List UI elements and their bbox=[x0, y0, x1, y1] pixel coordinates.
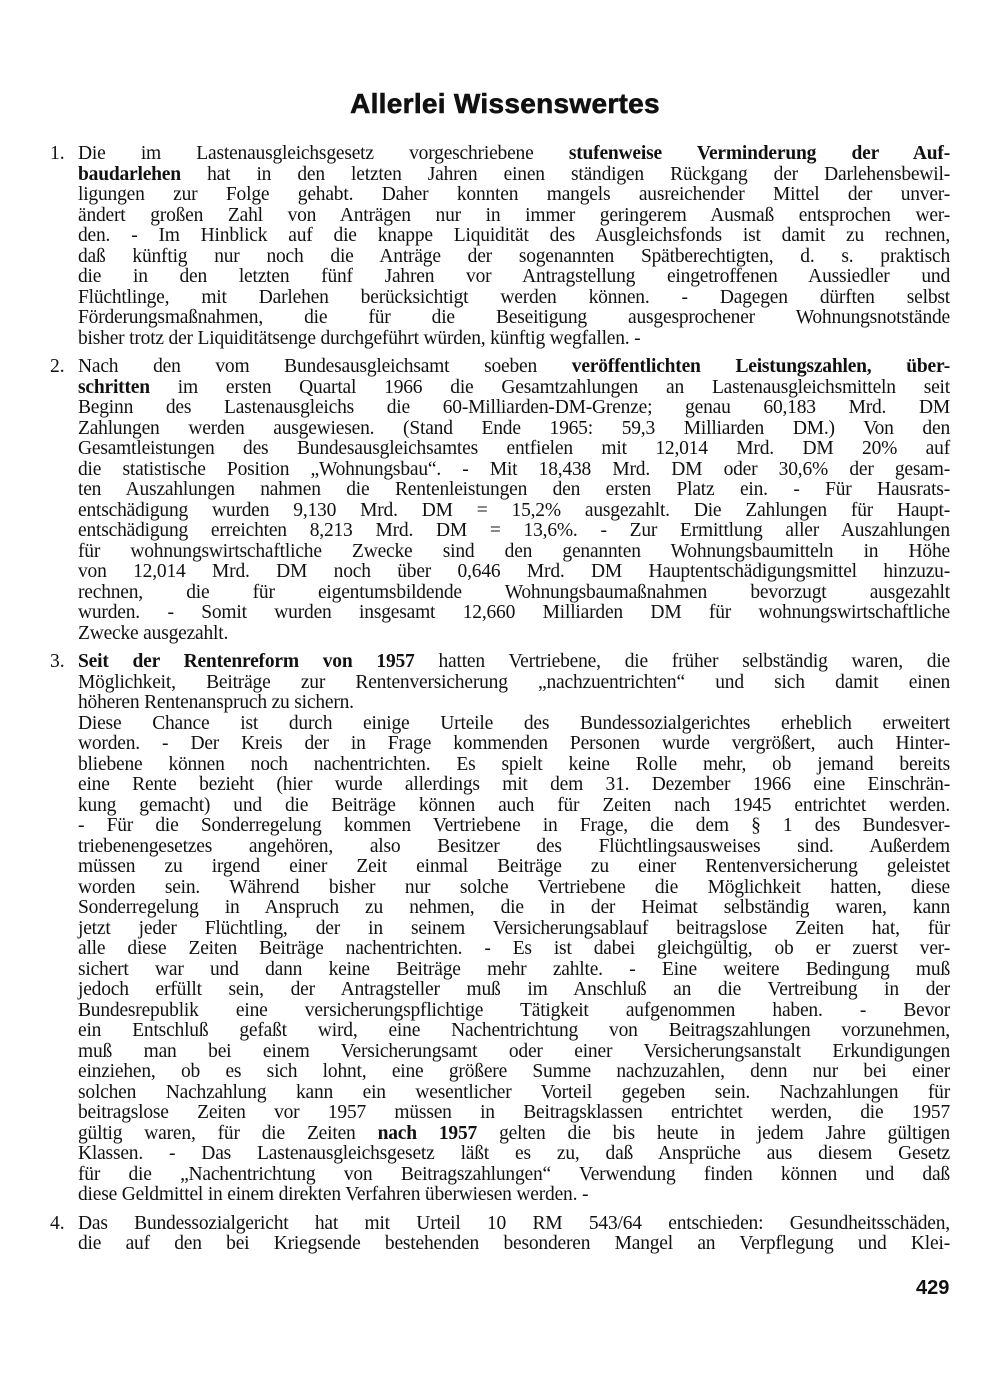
text: ten Auszahlungen nahmen die Rentenleistungen den ersten Platz ein. - Für Hausrats- bbox=[78, 479, 950, 500]
text-line bbox=[78, 1234, 950, 1255]
text: Sonderregelung in Anspruch zu nehmen, die in der Heimat selbständig waren, kann bbox=[78, 897, 950, 918]
text-line bbox=[78, 624, 950, 645]
text-line bbox=[78, 185, 950, 206]
text-line bbox=[78, 1103, 950, 1124]
text: Gesamtleistungen des Bundesausgleichsamtes entfielen mit 12,014 Mrd. DM 20% auf bbox=[78, 438, 950, 459]
text-line bbox=[78, 1214, 950, 1235]
text: Beginn des Lastenausgleichs die 60-Milliarden-DM-Grenze; genau 60,183 Mrd. DM bbox=[78, 397, 950, 418]
list-item-4 bbox=[0, 1214, 1000, 1255]
bold-text: schritten bbox=[78, 376, 150, 398]
text: Förderungsmaßnahmen, die für die Beseitigung ausgesprochener Wohnungsnotstände bbox=[78, 307, 950, 328]
text: gültig waren, für die Zeiten bbox=[78, 1122, 378, 1144]
list-item-1 bbox=[0, 144, 1000, 349]
text: beitragslose Zeiten vor 1957 müssen in Beitragsklassen entrichtet werden, die 1957 bbox=[78, 1102, 950, 1123]
text-line bbox=[78, 714, 950, 735]
text-line bbox=[78, 378, 950, 399]
text: Die im Lastenausgleichsgesetz vorgeschriebene bbox=[78, 143, 569, 164]
bold-text: veröffentlichten Leistungszahlen, über- bbox=[571, 356, 950, 377]
text: worden sein. Während bisher nur solche Vertriebene die Möglichkeit hatten, diese bbox=[78, 876, 950, 898]
text-line bbox=[78, 165, 950, 186]
text-line bbox=[78, 439, 950, 460]
text-line bbox=[78, 603, 950, 624]
item-number: 4. bbox=[50, 1212, 65, 1234]
text-line bbox=[78, 878, 950, 899]
text: solchen Nachzahlung kann ein wesentlicher Vorteil gegeben sein. Nachzahlungen für bbox=[78, 1081, 950, 1103]
text: Nach den vom Bundesausgleichsamt soeben bbox=[78, 356, 572, 377]
text-line bbox=[78, 206, 950, 227]
text: im ersten Quartal 1966 die Gesamtzahlungen an Lastenausgleichsmitteln seit bbox=[149, 376, 950, 398]
text: Flüchtlinge, mit Darlehen berücksichtigt werden können. - Dagegen dürften selbst bbox=[78, 286, 950, 308]
bold-text: stufenweise Verminderung der Auf- bbox=[568, 143, 950, 164]
text: Das Bundessozialgericht hat mit Urteil 10 RM 543/64 entschieden: Gesundheitsschäden, bbox=[78, 1212, 950, 1234]
text: ligungen zur Folge gehabt. Daher konnten mangels ausreichender Mittel der unver- bbox=[78, 184, 950, 205]
text: von 12,014 Mrd. DM noch über 0,646 Mrd. DM Hauptentschädigungsmittel hinzuzu- bbox=[78, 561, 950, 582]
text: alle diese Zeiten Beiträge nachentrichten. - Es ist dabei gleichgültig, ob er zuerst ver- bbox=[78, 938, 950, 959]
text-line bbox=[78, 939, 950, 960]
text-line bbox=[78, 693, 950, 714]
text: Möglichkeit, Beiträge zur Rentenversicherung „nachzuentrichten“ und sich damit einen bbox=[78, 671, 950, 693]
text-line bbox=[78, 501, 950, 522]
text: kung gemacht) und die Beiträge können auch für Zeiten nach 1945 entrichtet werden. bbox=[78, 794, 950, 816]
text: bliebene können noch nachentrichten. Es spielt keine Rolle mehr, ob jemand bereits bbox=[78, 753, 950, 775]
text-line bbox=[78, 816, 950, 837]
bold-text: nach 1957 bbox=[377, 1122, 478, 1144]
text-line bbox=[78, 329, 950, 350]
article-body bbox=[0, 144, 1000, 1255]
item-number: 3. bbox=[50, 651, 65, 672]
text: entschädigung wurden 9,130 Mrd. DM = 15,2% ausgezahlt. Die Zahlungen für Haupt- bbox=[78, 499, 950, 521]
text: daß künftig nur noch die Anträge der sogenannten Spätberechtigten, d. s. praktisch bbox=[78, 245, 950, 267]
text-line bbox=[78, 1062, 950, 1083]
text: Klassen. - Das Lastenausgleichsgesetz läßt es zu, daß Ansprüche aus diesem Gesetz bbox=[78, 1143, 950, 1164]
text: die auf den bei Kriegsende bestehenden besonderen Mangel an Verpflegung und Klei- bbox=[78, 1233, 950, 1254]
text-line bbox=[78, 796, 950, 817]
text: jedoch erfüllt sein, der Antragsteller muß im Anschluß an die Vertreibung in der bbox=[78, 979, 950, 1000]
text: ein Entschluß gefaßt wird, eine Nachentrichtung von Beitragszahlungen vorzunehmen, bbox=[78, 1020, 950, 1041]
text-line bbox=[78, 1001, 950, 1022]
text-line bbox=[78, 837, 950, 858]
page-title: Allerlei Wissenswertes bbox=[350, 88, 660, 119]
text: einziehen, ob es sich lohnt, eine größere Summe nachzuzahlen, denn nur bei einer bbox=[78, 1061, 950, 1082]
item-number: 1. bbox=[50, 143, 65, 164]
text-line bbox=[78, 480, 950, 501]
text: diese Geldmittel in einem direkten Verfahren überwiesen werden. - bbox=[78, 1184, 589, 1205]
text: ändert großen Zahl von Anträgen nur in immer geringerem Ausmaß entsprochen wer- bbox=[78, 204, 950, 226]
text: - Für die Sonderregelung kommen Vertriebene in Frage, die dem § 1 des Bundesver- bbox=[78, 815, 950, 836]
text: für wohnungswirtschaftliche Zwecke sind den genannten Wohnungsbaumitteln in Höhe bbox=[78, 540, 950, 562]
text-line bbox=[78, 267, 950, 288]
bold-text: baudarlehen bbox=[78, 163, 181, 185]
text-line bbox=[78, 673, 950, 694]
text-line bbox=[78, 980, 950, 1001]
text: müssen zu irgend einer Zeit einmal Beiträge zu einer Rentenversicherung geleistet bbox=[78, 856, 950, 877]
text-line bbox=[78, 583, 950, 604]
text: die in den letzten fünf Jahren vor Antragstellung eingetroffenen Aussiedler und bbox=[78, 266, 950, 287]
text-line bbox=[78, 419, 950, 440]
paragraph bbox=[78, 1214, 950, 1255]
text: Zwecke ausgezahlt. bbox=[78, 622, 229, 644]
text: muß man bei einem Versicherungsamt oder einer Versicherungsanstalt Erkundigungen bbox=[78, 1040, 950, 1062]
text-line bbox=[78, 919, 950, 940]
text-line bbox=[78, 308, 950, 329]
text-line bbox=[78, 652, 950, 673]
text-line bbox=[78, 562, 950, 583]
bold-text: Seit der Rentenreform von 1957 bbox=[78, 651, 415, 672]
text-line bbox=[78, 857, 950, 878]
text-line bbox=[78, 288, 950, 309]
text-line bbox=[78, 1124, 950, 1145]
text: triebenengesetzes angehören, also Besitzer des Flüchtlingsausweises sind. Außerdem bbox=[78, 835, 950, 857]
text: höheren Rentenanspruch zu sichern. bbox=[78, 692, 354, 713]
text-line bbox=[78, 734, 950, 755]
text-line bbox=[78, 898, 950, 919]
text-line bbox=[78, 1083, 950, 1104]
item-number: 2. bbox=[50, 356, 65, 377]
text-line bbox=[78, 1042, 950, 1063]
text: bisher trotz der Liquiditätsenge durchgeführt würden, künftig wegfallen. - bbox=[78, 327, 641, 349]
paragraph bbox=[78, 144, 950, 349]
text: Zahlungen werden ausgewiesen. (Stand Ende 1965: 59,3 Milliarden DM.) Von den bbox=[78, 417, 950, 439]
text-line bbox=[78, 521, 950, 542]
text-line bbox=[78, 226, 950, 247]
paragraph bbox=[78, 652, 950, 1206]
text-line bbox=[78, 398, 950, 419]
text-line bbox=[78, 1021, 950, 1042]
text-line bbox=[78, 247, 950, 268]
text-line bbox=[78, 1185, 950, 1206]
text: entschädigung erreichten 8,213 Mrd. DM = 13,6%. - Zur Ermittlung aller Auszahlungen bbox=[78, 520, 950, 541]
text-line bbox=[78, 1165, 950, 1186]
text-line bbox=[78, 1144, 950, 1165]
text-line bbox=[78, 542, 950, 563]
text: jetzt jeder Flüchtling, der in seinem Versicherungsablauf beitragslose Zeiten hat, für bbox=[78, 917, 950, 939]
text: wurden. - Somit wurden insgesamt 12,660 Milliarden DM für wohnungswirtschaftliche bbox=[78, 602, 950, 623]
text: hat in den letzten Jahren einen ständigen Rückgang der Darlehensbewil- bbox=[180, 163, 950, 185]
text: hatten Vertriebene, die früher selbständig waren, die bbox=[414, 651, 950, 672]
page-number: 429 bbox=[916, 1277, 950, 1299]
text: gelten die bis heute in jedem Jahre gültigen bbox=[477, 1122, 950, 1144]
text: die statistische Position „Wohnungsbau“. - Mit 18,438 Mrd. DM oder 30,6% der gesam- bbox=[78, 458, 950, 480]
text-line bbox=[78, 775, 950, 796]
text: rechnen, die für eigentumsbildende Wohnungsbaumaßnahmen bevorzugt ausgezahlt bbox=[78, 581, 950, 603]
text: worden. - Der Kreis der in Frage kommenden Personen wurde vergrößert, auch Hinter- bbox=[78, 733, 950, 754]
text: sichert war und dann keine Beiträge mehr zahlte. - Eine weitere Bedingung muß bbox=[78, 958, 950, 980]
text-line bbox=[78, 960, 950, 981]
text-line bbox=[78, 357, 950, 378]
text: den. - Im Hinblick auf die knappe Liquidität des Ausgleichsfonds ist damit zu rechnen, bbox=[78, 225, 950, 246]
text: eine Rente bezieht (hier wurde allerdings mit dem 31. Dezember 1966 eine Einschrän- bbox=[78, 774, 950, 795]
list-item-2 bbox=[0, 357, 1000, 644]
text-line bbox=[78, 755, 950, 776]
text-line bbox=[78, 144, 950, 165]
text: für die „Nachentrichtung von Beitragszahlungen“ Verwendung finden können und daß bbox=[78, 1163, 950, 1185]
paragraph bbox=[78, 357, 950, 644]
list-item-3 bbox=[0, 652, 1000, 1206]
text: Diese Chance ist durch einige Urteile des Bundessozialgerichtes erheblich erweitert bbox=[78, 712, 950, 734]
text-line bbox=[78, 460, 950, 481]
text: Bundesrepublik eine versicherungspflichtige Tätigkeit aufgenommen haben. - Bevor bbox=[78, 999, 950, 1021]
